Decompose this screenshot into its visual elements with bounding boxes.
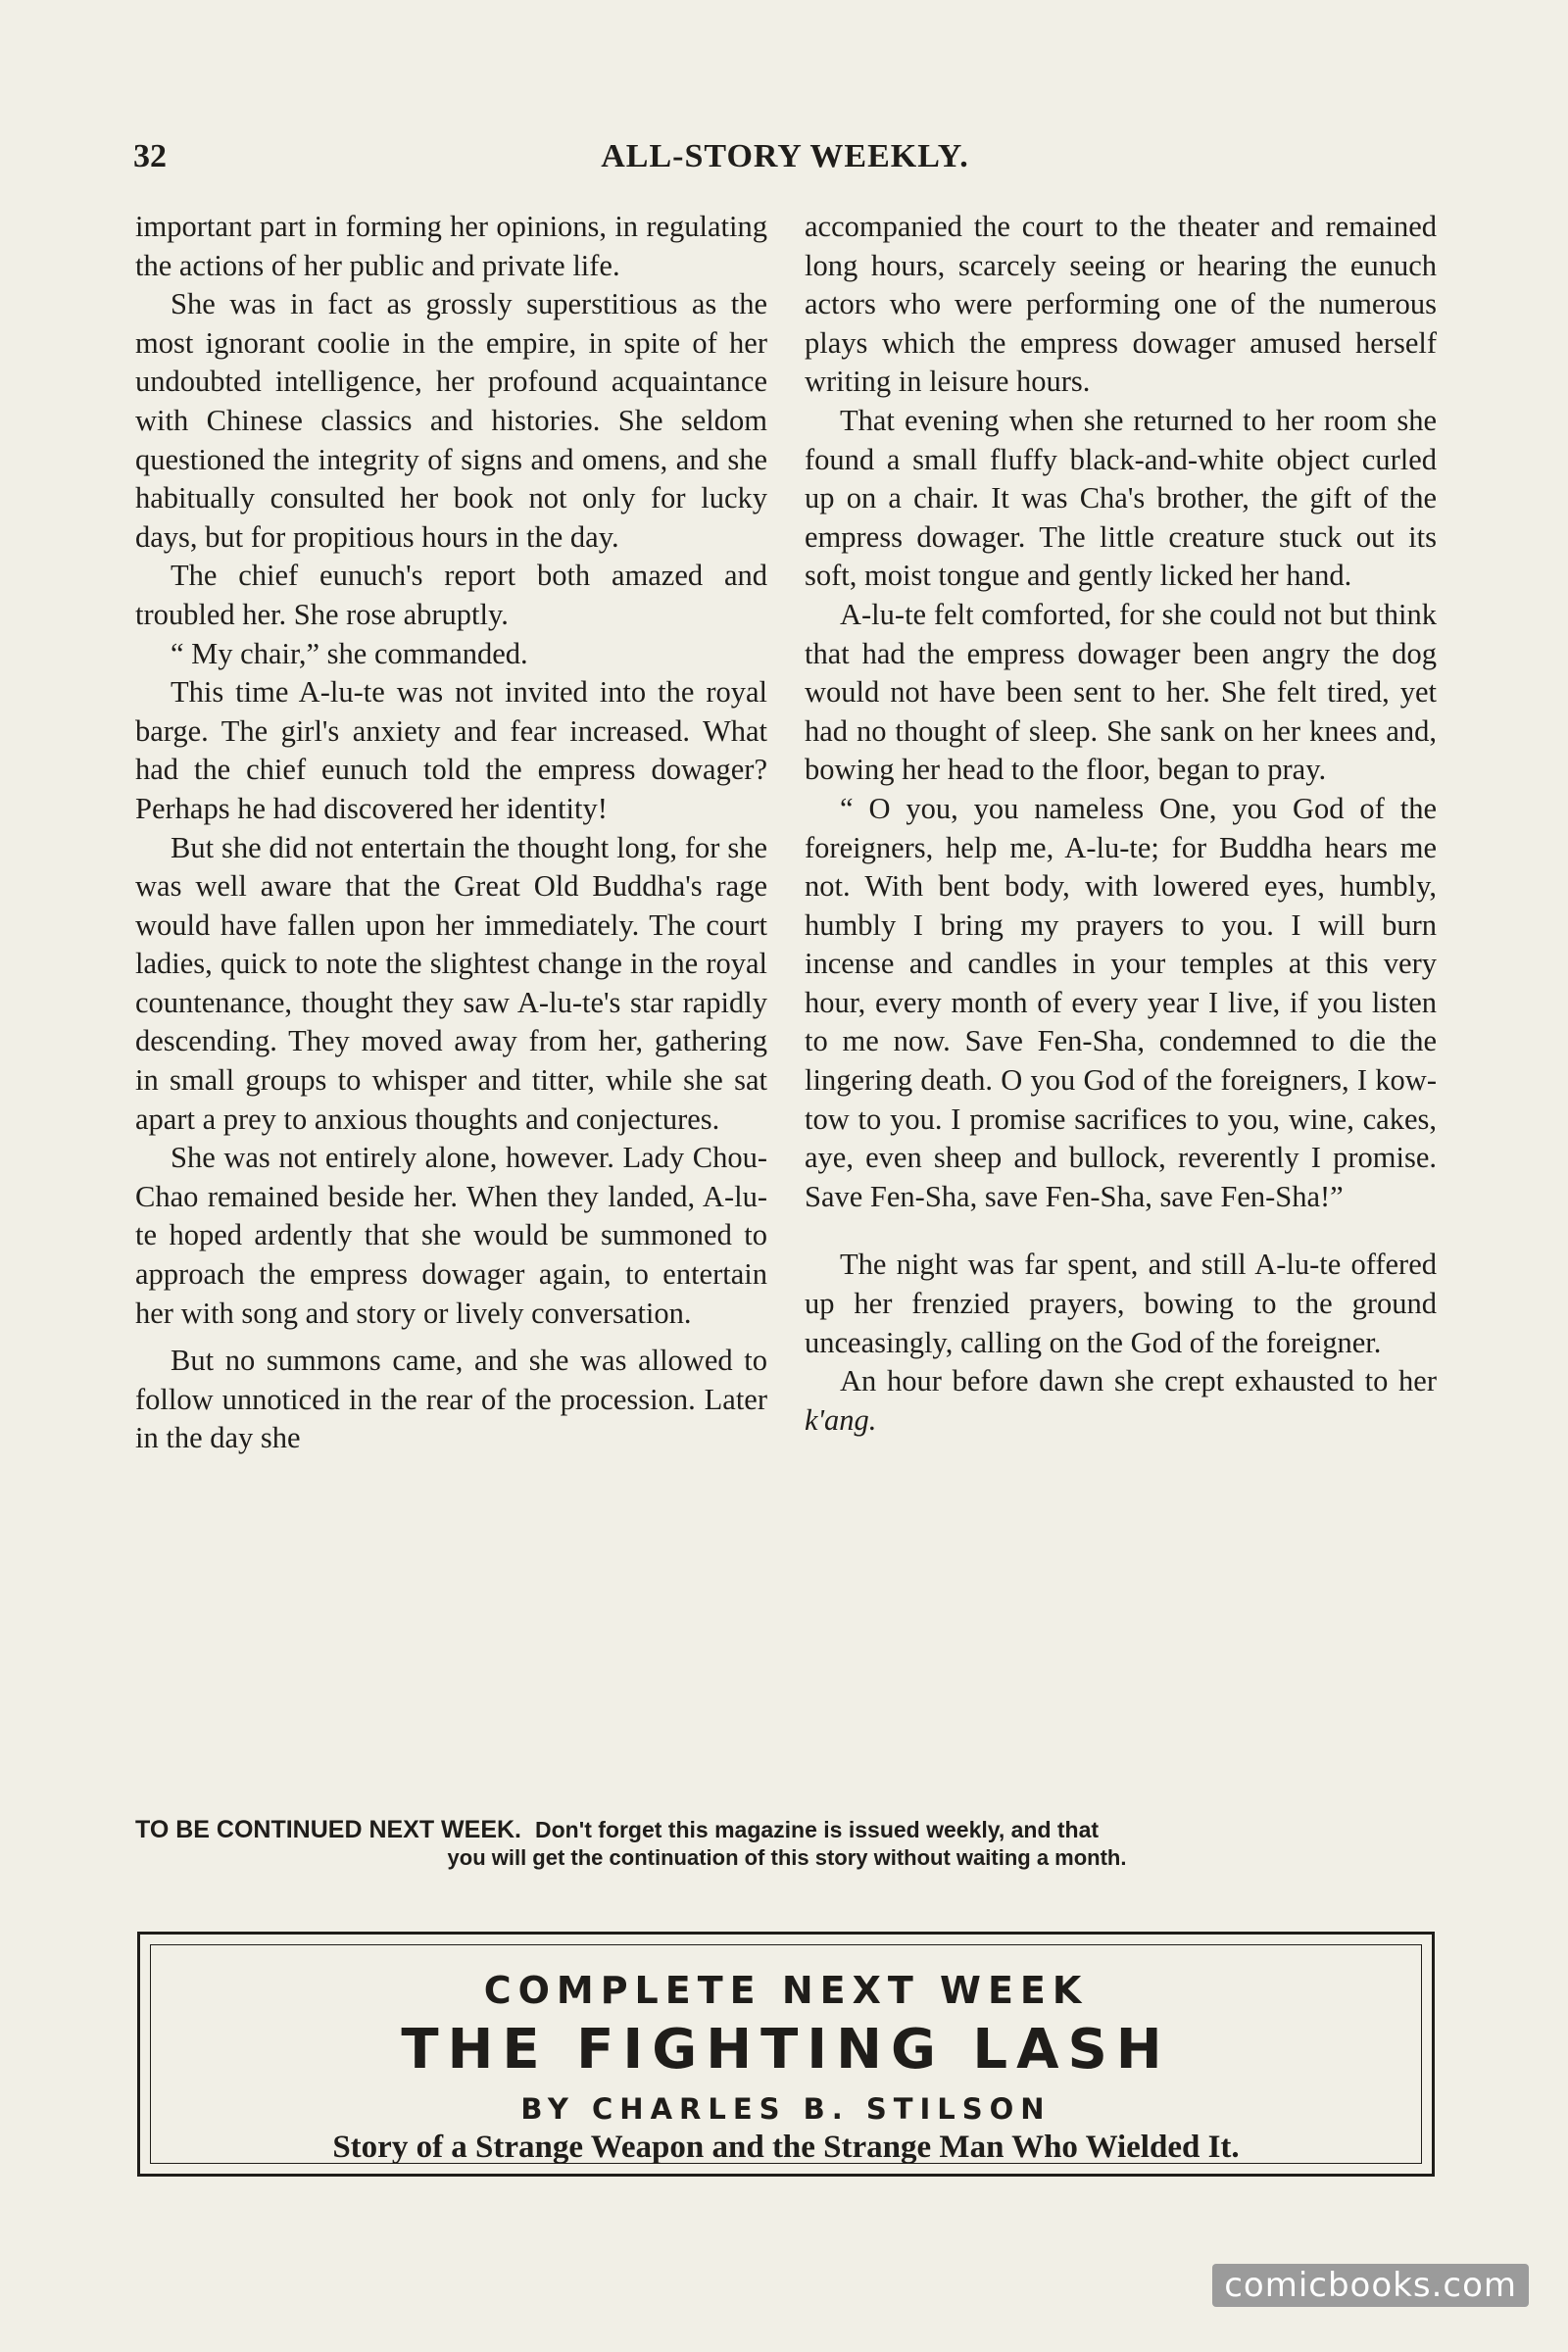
paragraph: “ O you, you nameless One, you God of the foreigners, help me, A-lu-te; for Buddha hears me not. With bent body, with lowered eyes, humbly, humbly I bring my prayers to you. I will burn incense and candles in your temples at this very hour, every month of every year I live, if you listen to me now. Save Fen-Sha, condemned to die the lingering death. O you God of the foreigners, I kow-tow to you. I promise sacrifices to you, wine, cakes, aye, even sheep and bullock, reverently I promise. Save Fen-Sha, save Fen-Sha, save Fen-Sha!” [805, 791, 1437, 1213]
paragraph: She was not entirely alone, however. Lady Chou-Chao remained beside her. When they landed, A-lu-te hoped ardently that she would be summoned to approach the empress dowager again, to entertain her with song and story or lively conversation. [135, 1141, 767, 1330]
notice-text-2: you will get the continuation of this story without waiting a month. [447, 1845, 1127, 1870]
italic-word: k'ang. [805, 1402, 877, 1437]
paragraph: But she did not entertain the thought long, for she was well aware that the Great Old Buddha's rage would have fallen upon her immediately. The court ladies, quick to note the slightest change in the royal countenance, thought they saw A-lu-te's star rapidly descending. They moved away from her, gathering in small groups to whisper and titter, while she sat apart a prey to anxious thoughts and conjectures. [135, 830, 767, 1136]
final-text: An hour before dawn she crept exhausted to her [840, 1364, 1437, 1398]
story-text [135, 208, 1439, 1805]
paragraph: The night was far spent, and still A-lu-te offered up her frenzied prayers, bowing to the ground unceasingly, calling on the God of the foreigner. [805, 1248, 1437, 1359]
site-watermark: comicbooks.com [1212, 2264, 1529, 2307]
paragraph: A-lu-te felt comforted, for she could not but think that had the empress dowager been angry the dog would not have been sent to her. She felt tired, yet had no thought of sleep. She sank on her knees and, bowing her head to the floor, began to pray. [805, 597, 1437, 787]
ad-title: THE FIGHTING LASH [401, 2018, 1171, 2082]
running-head: ALL-STORY WEEKLY. [601, 138, 969, 174]
right-column [805, 208, 1437, 1440]
page-number: 32 [133, 138, 167, 174]
next-week-advertisement [137, 1932, 1435, 2177]
paragraph: She was in fact as grossly superstitious as the most ignorant coolie in the empire, in spite of her undoubted intelligence, her profound acquaintance with Chinese classics and histories. She seldom questioned the integrity of signs and omens, and she habitually consulted her book not only for lucky days, but for propitious hours in the day. [135, 287, 767, 554]
paragraph: But no summons came, and she was allowed to follow unnoticed in the rear of the procession. Later in the day she [135, 1344, 767, 1455]
ad-inner-border [150, 1944, 1422, 2164]
left-column [135, 208, 767, 1458]
page-header [133, 135, 1437, 178]
paragraph: This time A-lu-te was not invited into the royal barge. The girl's anxiety and fear increased. What had the chief eunuch told the empress dowager? Perhaps he had discovered her identity! [135, 675, 767, 825]
ad-byline: BY CHARLES B. STILSON [520, 2092, 1052, 2126]
ad-kicker: COMPLETE NEXT WEEK [483, 1969, 1089, 2012]
ad-tagline: Story of a Strange Weapon and the Strange Man Who Wielded It. [332, 2130, 1240, 2165]
paragraph: important part in forming her opinions, in regulating the actions of her public and private life. [135, 210, 767, 282]
notice-text-1: Don't forget this magazine is issued weekly, and that [535, 1817, 1100, 1842]
paragraph: “ My chair,” she commanded. [171, 636, 528, 670]
notice-line-1 [135, 1815, 1439, 1844]
paragraph: The chief eunuch's report both amazed and troubled her. She rose abruptly. [135, 559, 767, 631]
continuation-notice [135, 1815, 1439, 1872]
continued-label: TO BE CONTINUED NEXT WEEK. [135, 1816, 522, 1843]
paragraph: accompanied the court to the theater and remained long hours, scarcely seeing or hearing the eunuch actors who were performing one of the numerous plays which the empress dowager amused herself writing in leisure hours. [805, 210, 1437, 399]
paragraph: That evening when she returned to her room she found a small fluffy black-and-white object curled up on a chair. It was Cha's brother, the gift of the empress dowager. The little creature stuck out its soft, moist tongue and gently licked her hand. [805, 403, 1437, 593]
paragraph-final [805, 1362, 1437, 1440]
